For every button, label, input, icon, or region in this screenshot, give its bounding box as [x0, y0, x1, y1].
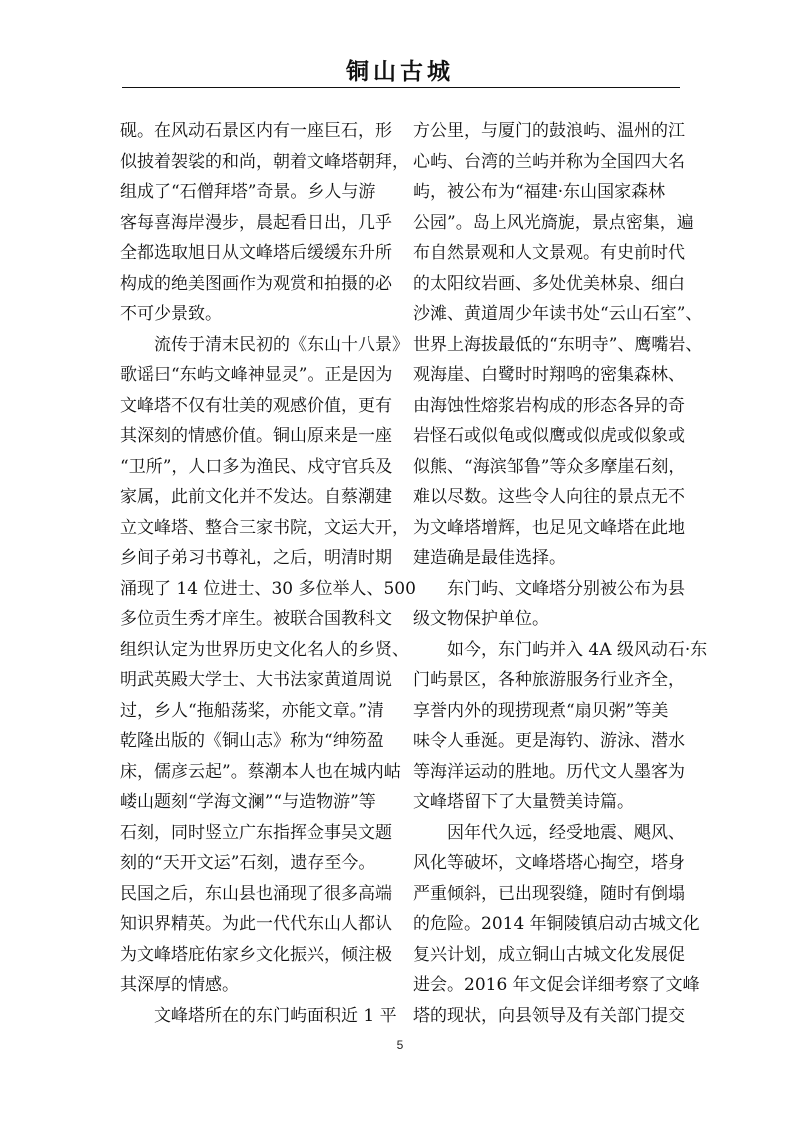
text-line: 组成了“石僧拜塔”奇景。乡人与游 [120, 182, 376, 202]
text-line: 建造确是最佳选择。 [413, 548, 566, 568]
text-line: 歌谣曰“东屿文峰神显灵”。正是因为 [120, 365, 393, 385]
text-line: 严重倾斜，已出现裂缝，随时有倒塌 [413, 883, 685, 904]
text-line: 似披着袈裟的和尚，朝着文峰塔朝拜， [120, 151, 409, 172]
text-column-left [120, 116, 416, 1031]
text-line: 客每喜海岸漫步，晨起看日出，几乎 [120, 212, 392, 233]
text-line: 文峰塔留下了大量赞美诗篇。 [413, 792, 634, 812]
text-line: 门屿景区，各种旅游服务行业齐全， [413, 670, 685, 690]
text-line: 床，儒彦云起”。蔡潮本人也在城内岵 [120, 761, 401, 782]
text-line: 嵝山题刻“学海文澜”“与造物游”等 [120, 792, 376, 812]
text-line: 过，乡人“拖船荡桨，亦能文章。”清 [120, 700, 384, 721]
header-divider [122, 87, 680, 88]
text-line: 为文峰塔庇佑家乡文化振兴，倾注极 [120, 944, 392, 965]
text-line: 的危险。2014 年铜陵镇启动古城文化 [413, 914, 700, 934]
text-line: 构成的绝美图画作为观赏和拍摄的必 [120, 273, 392, 294]
running-header-title: 铜山古城 [346, 58, 454, 85]
text-line: 享誉内外的现捞现煮“扇贝粥”等美 [413, 700, 669, 721]
text-line: 级文物保护单位。 [413, 609, 549, 629]
text-line: 心屿、台湾的兰屿并称为全国四大名 [413, 151, 685, 172]
text-line: 进会。2016 年文促会详细考察了文峰 [413, 975, 700, 995]
text-line: 家属，此前文化并不发达。自蔡潮建 [120, 487, 392, 507]
text-line: 组织认定为世界历史文化名人的乡贤、 [120, 639, 409, 660]
text-line: 难以尽数。这些令人向往的景点无不 [413, 487, 685, 507]
text-line: 知识界精英。为此一代代东山人都认 [120, 914, 392, 934]
text-line: 全都选取旭日从文峰塔后缓缓东升所 [120, 243, 392, 263]
text-line: 的太阳纹岩画、多处优美林泉、细白 [413, 273, 685, 294]
text-line: 为文峰塔增辉，也足见文峰塔在此地 [413, 517, 685, 538]
text-line: 不可少景致。 [120, 304, 222, 324]
text-line: 东门屿、文峰塔分别被公布为县 [413, 578, 685, 599]
text-line: 涌现了 14 位进士、30 多位举人、500 [120, 578, 416, 599]
text-line: 岩怪石或似龟或似鹰或似虎或似象或 [413, 426, 685, 446]
text-line: 观海崖、白鹭时时翔鸣的密集森林、 [413, 365, 685, 385]
text-line: 民国之后，东山县也涌现了很多高端 [120, 883, 392, 904]
text-line: 世界上海拔最低的“东明寺”、鹰嘴岩、 [413, 334, 703, 355]
text-line: 公园”。岛上风光旖旎，景点密集，遍 [413, 212, 694, 233]
text-line: 方公里，与厦门的鼓浪屿、温州的江 [413, 121, 685, 141]
text-line: 似熊、“海滨邹鲁”等众多摩崖石刻， [413, 456, 686, 477]
text-line: 布自然景观和人文景观。有史前时代 [413, 243, 685, 263]
text-line: 塔的现状，向县领导及有关部门提交 [413, 1005, 685, 1026]
text-line: 等海洋运动的胜地。历代文人墨客为 [413, 761, 685, 782]
text-line: 屿，被公布为“福建·东山国家森林 [413, 182, 666, 202]
text-line: 沙滩、黄道周少年读书处“云山石室”、 [413, 304, 703, 324]
text-line: 文峰塔不仅有壮美的观感价值，更有 [120, 395, 392, 416]
text-line: 砚。在风动石景区内有一座巨石，形 [120, 121, 392, 141]
text-line: 石刻，同时竖立广东指挥佥事吴文题 [120, 822, 392, 843]
text-line: 因年代久远，经受地震、飓风、 [413, 822, 685, 843]
text-line: 味令人垂涎。更是海钓、游泳、潜水 [413, 731, 685, 751]
text-line: 乡间子弟习书尊礼，之后，明清时期 [120, 548, 392, 568]
text-line: 刻的“天开文运”石刻，遗存至今。 [120, 853, 376, 873]
text-line: 如今，东门屿并入 4A 级风动石·东 [413, 639, 708, 660]
text-line: 其深厚的情感。 [120, 975, 239, 995]
text-line: “卫所”，人口多为渔民、戍守官兵及 [120, 456, 393, 477]
text-line: 其深刻的情感价值。铜山原来是一座 [120, 426, 392, 446]
text-column-right [413, 116, 708, 1031]
text-line: 明武英殿大学士、大书法家黄道周说 [120, 670, 392, 690]
text-line: 风化等破坏，文峰塔塔心掏空，塔身 [413, 853, 685, 873]
text-line: 流传于清末民初的《东山十八景》 [120, 334, 409, 355]
text-line: 复兴计划，成立铜山古城文化发展促 [413, 944, 685, 965]
text-line: 立文峰塔、整合三家书院，文运大开， [120, 517, 409, 538]
text-line: 文峰塔所在的东门屿面积近 1 平 [120, 1005, 397, 1026]
text-line: 多位贡生秀才庠生。被联合国教科文 [120, 609, 392, 629]
text-line: 乾隆出版的《铜山志》称为“绅笏盈 [120, 731, 384, 751]
text-line: 由海蚀性熔浆岩构成的形态各异的奇 [413, 395, 685, 416]
page-number: 5 [396, 1038, 404, 1052]
